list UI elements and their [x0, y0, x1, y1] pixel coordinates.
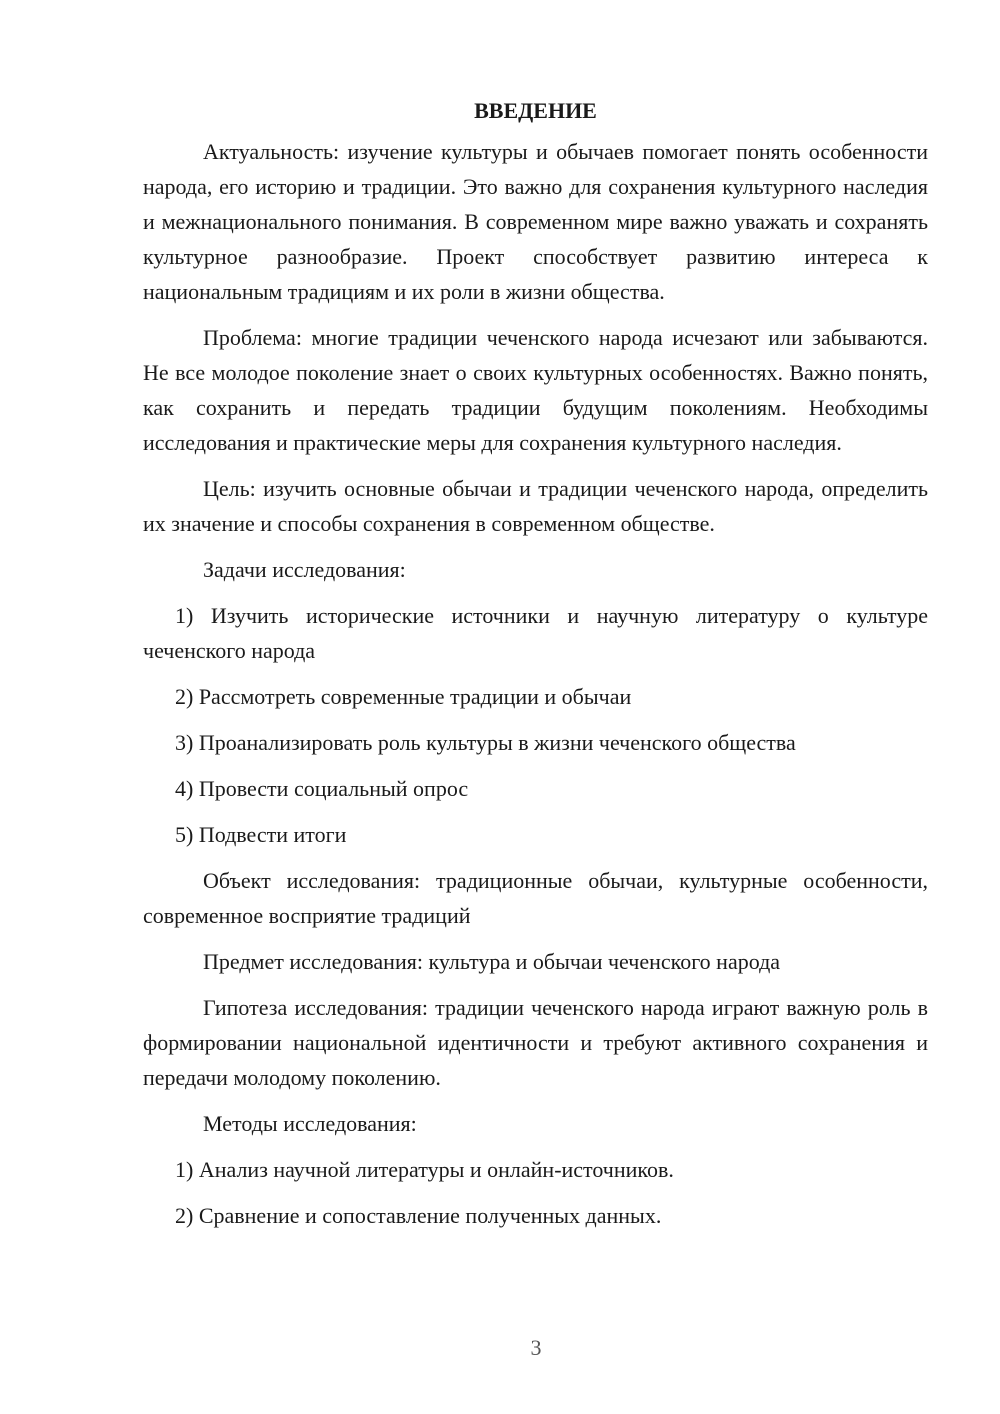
task-item-5: 5) Подвести итоги [175, 822, 347, 847]
subject-paragraph: Предмет исследования: культура и обычаи чеченского народа [203, 949, 781, 974]
method-item-2: 2) Сравнение и сопоставление полученных данных. [175, 1203, 662, 1228]
goal-paragraph: Цель: изучить основные обычаи и традиции чеченского народа, определить их значение и способы сохранения в современном обществе. [143, 476, 928, 536]
task-item-4: 4) Провести социальный опрос [175, 776, 469, 801]
page-number: 3 [530, 1335, 542, 1360]
methods-heading: Методы исследования: [203, 1111, 417, 1136]
section-title: ВВЕДЕНИЕ [474, 98, 597, 123]
task-item-1: 1) Изучить исторические источники и научную литературу о культуре чеченского народа [143, 603, 928, 663]
tasks-heading: Задачи исследования: [203, 557, 406, 582]
task-item-3: 3) Проанализировать роль культуры в жизни чеченского общества [175, 730, 796, 755]
page-content [143, 93, 928, 1244]
relevance-paragraph: Актуальность: изучение культуры и обычаев помогает понять особенности народа, его историю и традиции. Это важно для сохранения культурного наследия и межнационального понимания. В современном мире важно уважать и сохранять культурное разнообразие. Проект способствует развитию интереса к национальным традициям и их роли в жизни общества. [143, 139, 928, 304]
object-paragraph: Объект исследования: традиционные обычаи, культурные особенности, современное восприятие традиций [143, 868, 928, 928]
problem-paragraph: Проблема: многие традиции чеченского народа исчезают или забываются. Не все молодое поколение знает о своих культурных особенностях. Важно понять, как сохранить и передать традиции будущим поколениям. Необходимы исследования и практические меры для сохранения культурного наследия. [143, 325, 928, 455]
task-item-2: 2) Рассмотреть современные традиции и обычаи [175, 684, 632, 709]
hypothesis-paragraph: Гипотеза исследования: традиции чеченского народа играют важную роль в формировании национальной идентичности и требуют активного сохранения и передачи молодому поколению. [143, 995, 928, 1090]
method-item-1: 1) Анализ научной литературы и онлайн-источников. [175, 1157, 674, 1182]
